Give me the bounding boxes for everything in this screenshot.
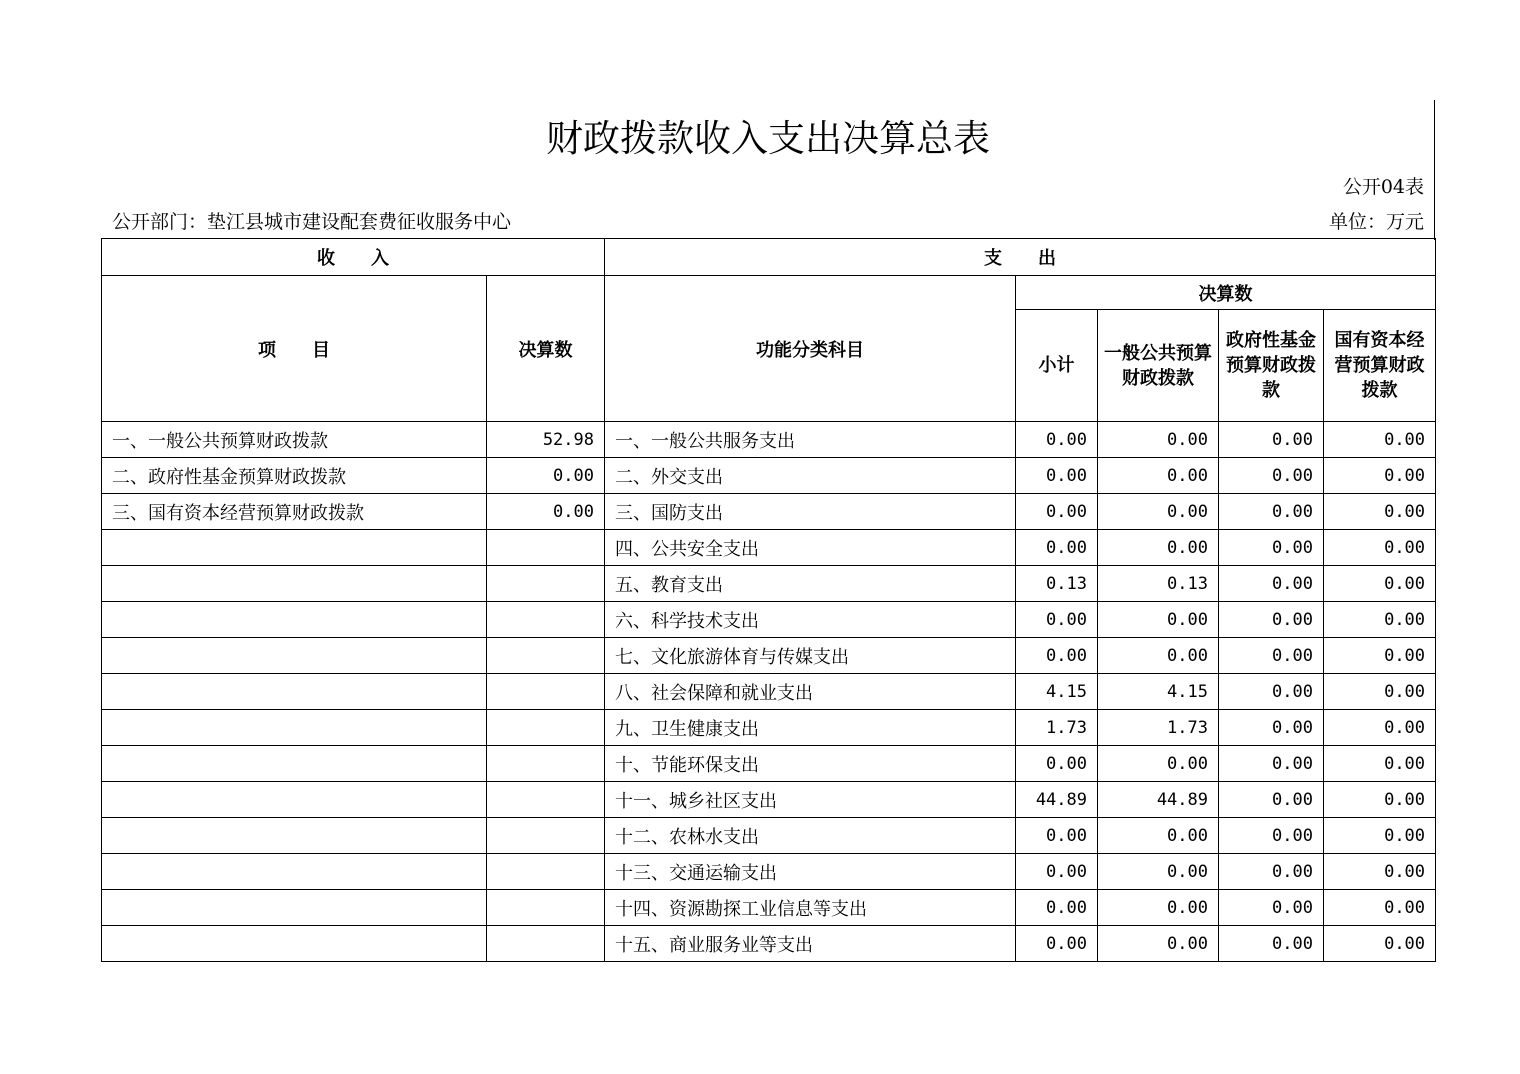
subtotal-cell: 44.89 [1016, 782, 1098, 818]
income-amount-cell [487, 890, 605, 926]
state-capital-budget-cell: 0.00 [1324, 710, 1436, 746]
general-public-budget-cell: 0.00 [1098, 494, 1219, 530]
budget-table [101, 238, 1436, 962]
income-amount-cell: 0.00 [487, 494, 605, 530]
function-category-cell: 十四、资源勘探工业信息等支出 [605, 890, 1016, 926]
state-capital-budget-cell: 0.00 [1324, 674, 1436, 710]
function-category-cell: 二、外交支出 [605, 458, 1016, 494]
table-row [102, 494, 1436, 530]
subtotal-cell: 1.73 [1016, 710, 1098, 746]
subtotal-cell: 0.00 [1016, 638, 1098, 674]
function-category-cell: 十、节能环保支出 [605, 746, 1016, 782]
gov-fund-budget-cell: 0.00 [1219, 602, 1324, 638]
income-item-cell [102, 710, 487, 746]
general-public-budget-cell: 4.15 [1098, 674, 1219, 710]
state-capital-budget-cell: 0.00 [1324, 494, 1436, 530]
income-amount-cell [487, 602, 605, 638]
unit-label: 单位：万元 [1328, 211, 1424, 233]
gov-fund-budget-cell: 0.00 [1219, 530, 1324, 566]
general-public-budget-cell: 0.00 [1098, 818, 1219, 854]
table-row [102, 530, 1436, 566]
income-amount-cell [487, 782, 605, 818]
table-row [102, 890, 1436, 926]
gov-fund-budget-cell: 0.00 [1219, 422, 1324, 458]
subtotal-cell: 0.00 [1016, 746, 1098, 782]
table-row [102, 710, 1436, 746]
general-public-budget-cell: 44.89 [1098, 782, 1219, 818]
gov-fund-budget-cell: 0.00 [1219, 458, 1324, 494]
general-public-budget-cell: 0.00 [1098, 854, 1219, 890]
table-row [102, 782, 1436, 818]
general-public-budget-cell: 0.00 [1098, 926, 1219, 962]
table-row [102, 674, 1436, 710]
subtotal-cell: 0.00 [1016, 494, 1098, 530]
state-capital-budget-cell: 0.00 [1324, 458, 1436, 494]
state-capital-budget-cell: 0.00 [1324, 818, 1436, 854]
income-item-cell [102, 530, 487, 566]
income-amount-cell [487, 566, 605, 602]
state-capital-budget-cell: 0.00 [1324, 782, 1436, 818]
income-item-cell [102, 746, 487, 782]
income-item-cell [102, 818, 487, 854]
general-public-budget-cell: 0.00 [1098, 458, 1219, 494]
gov-fund-budget-cell: 0.00 [1219, 926, 1324, 962]
function-category-cell: 十二、农林水支出 [605, 818, 1016, 854]
table-row [102, 422, 1436, 458]
function-category-cell: 七、文化旅游体育与传媒支出 [605, 638, 1016, 674]
department-label: 公开部门：垫江县城市建设配套费征收服务中心 [112, 211, 512, 233]
gov-fund-budget-cell: 0.00 [1219, 638, 1324, 674]
function-category-cell: 八、社会保障和就业支出 [605, 674, 1016, 710]
income-item-cell [102, 782, 487, 818]
table-row [102, 854, 1436, 890]
table-row [102, 926, 1436, 962]
subtotal-cell: 0.00 [1016, 530, 1098, 566]
subtotal-cell: 4.15 [1016, 674, 1098, 710]
function-category-cell: 十五、商业服务业等支出 [605, 926, 1016, 962]
gov-fund-budget-cell: 0.00 [1219, 674, 1324, 710]
state-capital-budget-cell: 0.00 [1324, 602, 1436, 638]
function-category-header: 功能分类科目 [605, 276, 1016, 422]
subtotal-header: 小计 [1016, 310, 1098, 422]
income-amount-cell [487, 710, 605, 746]
function-category-cell: 四、公共安全支出 [605, 530, 1016, 566]
state-capital-budget-cell: 0.00 [1324, 854, 1436, 890]
general-public-budget-cell: 0.00 [1098, 422, 1219, 458]
gov-fund-budget-header: 政府性基金预算财政拨款 [1219, 310, 1324, 422]
form-number: 公开04表 [1342, 176, 1424, 198]
subtotal-cell: 0.00 [1016, 818, 1098, 854]
general-public-budget-header: 一般公共预算财政拨款 [1098, 310, 1219, 422]
table-row [102, 746, 1436, 782]
income-item-cell [102, 674, 487, 710]
function-category-cell: 五、教育支出 [605, 566, 1016, 602]
income-amount-cell [487, 926, 605, 962]
subtotal-cell: 0.00 [1016, 890, 1098, 926]
expense-header: 支 出 [605, 239, 1436, 276]
gov-fund-budget-cell: 0.00 [1219, 854, 1324, 890]
item-header: 项 目 [102, 276, 487, 422]
function-category-cell: 九、卫生健康支出 [605, 710, 1016, 746]
gov-fund-budget-cell: 0.00 [1219, 494, 1324, 530]
income-item-cell [102, 638, 487, 674]
general-public-budget-cell: 0.00 [1098, 890, 1219, 926]
table-row [102, 458, 1436, 494]
income-header: 收 入 [102, 239, 605, 276]
general-public-budget-cell: 1.73 [1098, 710, 1219, 746]
income-item-cell: 二、政府性基金预算财政拨款 [102, 458, 487, 494]
gov-fund-budget-cell: 0.00 [1219, 566, 1324, 602]
income-amount-cell [487, 746, 605, 782]
subtotal-cell: 0.00 [1016, 458, 1098, 494]
income-amount-cell: 52.98 [487, 422, 605, 458]
income-amount-cell [487, 818, 605, 854]
income-item-cell [102, 602, 487, 638]
gov-fund-budget-cell: 0.00 [1219, 782, 1324, 818]
state-capital-budget-header: 国有资本经营预算财政拨款 [1324, 310, 1436, 422]
function-category-cell: 六、科学技术支出 [605, 602, 1016, 638]
final-amount-header: 决算数 [487, 276, 605, 422]
gov-fund-budget-cell: 0.00 [1219, 818, 1324, 854]
subtotal-cell: 0.00 [1016, 602, 1098, 638]
subtotal-cell: 0.13 [1016, 566, 1098, 602]
table-row [102, 566, 1436, 602]
income-amount-cell [487, 674, 605, 710]
page-title: 财政拨款收入支出决算总表 [546, 117, 990, 160]
state-capital-budget-cell: 0.00 [1324, 422, 1436, 458]
table-row [102, 602, 1436, 638]
final-amount-group-header: 决算数 [1016, 276, 1436, 310]
table-row [102, 638, 1436, 674]
income-item-cell [102, 890, 487, 926]
general-public-budget-cell: 0.00 [1098, 602, 1219, 638]
table-row [102, 818, 1436, 854]
income-amount-cell: 0.00 [487, 458, 605, 494]
general-public-budget-cell: 0.00 [1098, 638, 1219, 674]
income-item-cell [102, 566, 487, 602]
function-category-cell: 三、国防支出 [605, 494, 1016, 530]
state-capital-budget-cell: 0.00 [1324, 890, 1436, 926]
general-public-budget-cell: 0.13 [1098, 566, 1219, 602]
gov-fund-budget-cell: 0.00 [1219, 890, 1324, 926]
state-capital-budget-cell: 0.00 [1324, 566, 1436, 602]
subtotal-cell: 0.00 [1016, 422, 1098, 458]
income-item-cell [102, 854, 487, 890]
state-capital-budget-cell: 0.00 [1324, 638, 1436, 674]
function-category-cell: 一、一般公共服务支出 [605, 422, 1016, 458]
income-item-cell: 三、国有资本经营预算财政拨款 [102, 494, 487, 530]
general-public-budget-cell: 0.00 [1098, 746, 1219, 782]
subtotal-cell: 0.00 [1016, 926, 1098, 962]
gov-fund-budget-cell: 0.00 [1219, 710, 1324, 746]
general-public-budget-cell: 0.00 [1098, 530, 1219, 566]
income-amount-cell [487, 638, 605, 674]
subtotal-cell: 0.00 [1016, 854, 1098, 890]
gov-fund-budget-cell: 0.00 [1219, 746, 1324, 782]
function-category-cell: 十三、交通运输支出 [605, 854, 1016, 890]
state-capital-budget-cell: 0.00 [1324, 530, 1436, 566]
income-item-cell: 一、一般公共预算财政拨款 [102, 422, 487, 458]
income-amount-cell [487, 530, 605, 566]
state-capital-budget-cell: 0.00 [1324, 746, 1436, 782]
income-amount-cell [487, 854, 605, 890]
state-capital-budget-cell: 0.00 [1324, 926, 1436, 962]
income-item-cell [102, 926, 487, 962]
function-category-cell: 十一、城乡社区支出 [605, 782, 1016, 818]
